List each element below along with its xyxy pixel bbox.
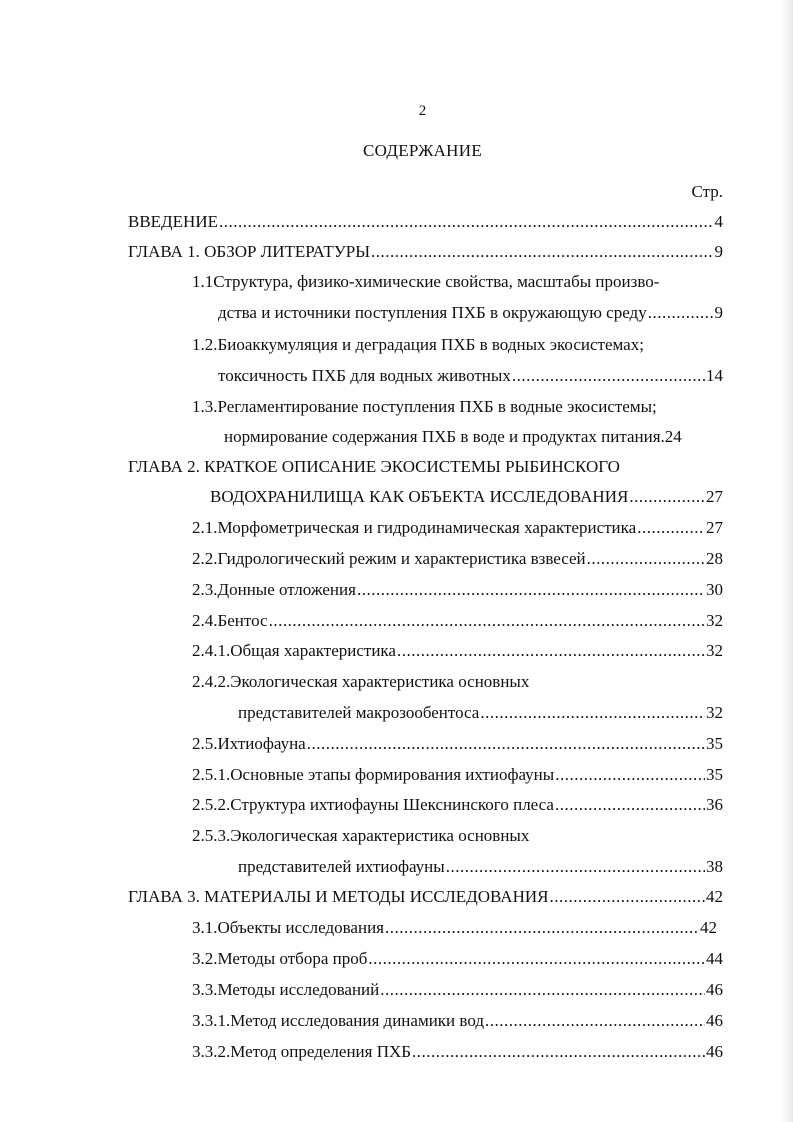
toc-entry-page: 46 bbox=[706, 1042, 723, 1061]
toc-entry bbox=[210, 486, 723, 508]
toc-entry-text: ВВЕДЕНИЕ bbox=[128, 212, 218, 231]
toc-leader-dots bbox=[587, 548, 705, 570]
toc-entry-page: 9 bbox=[714, 242, 723, 261]
toc-entry bbox=[192, 271, 723, 293]
toc-entry-text: 1.1Структура, физико-химические свойства, масштабы произво- bbox=[192, 272, 660, 291]
toc-entry-text: 3.2.Методы отбора проб bbox=[192, 949, 368, 968]
toc-entry-page: 42 bbox=[706, 887, 723, 906]
toc-entry-page: 35 bbox=[706, 765, 723, 784]
toc-entry-page: 38 bbox=[706, 857, 723, 876]
toc-entry bbox=[192, 948, 723, 970]
toc-entry-page: 30 bbox=[706, 580, 723, 599]
toc-entry-page: 32 bbox=[706, 703, 723, 722]
page-column-label: Стр. bbox=[691, 182, 723, 201]
toc-leader-dots bbox=[385, 917, 699, 939]
toc-entry-text: дства и источники поступления ПХБ в окружающую среду bbox=[218, 303, 647, 322]
toc-entry-page: 9 bbox=[714, 303, 723, 322]
toc-leader-dots bbox=[357, 579, 705, 601]
toc-entry bbox=[192, 1041, 723, 1063]
toc-entry-text: 2.5.2.Структура ихтиофауны Шекснинского плеса bbox=[192, 795, 554, 814]
toc-entry-page: 44 bbox=[706, 949, 723, 968]
toc-entry bbox=[192, 517, 723, 539]
toc-leader-dots bbox=[368, 948, 705, 970]
toc-entry bbox=[192, 334, 723, 356]
toc-entry-text: 1.2.Биоаккумуляция и деградация ПХБ в водных экосистемах; bbox=[192, 335, 644, 354]
toc-entry-page: 24 bbox=[664, 427, 682, 446]
toc-entry-text: представителей ихтиофауны bbox=[238, 857, 445, 876]
toc-entry-text: 1.3.Регламентирование поступления ПХБ в водные экосистемы; bbox=[192, 397, 657, 416]
toc-entry bbox=[218, 302, 723, 324]
toc-entry bbox=[192, 579, 723, 601]
toc-entry-text: нормирование содержания ПХБ в воде и продуктах питания. bbox=[224, 427, 665, 446]
toc-entry bbox=[238, 856, 723, 878]
toc-entry bbox=[192, 825, 723, 847]
toc-entry bbox=[192, 794, 723, 816]
toc-entry bbox=[128, 456, 723, 478]
page-number: 2 bbox=[418, 103, 427, 119]
toc-entry-page: 46 bbox=[706, 980, 723, 999]
toc-entry-text: представителей макрозообентоса bbox=[238, 703, 480, 722]
toc-entry-text: 3.3.Методы исследований bbox=[192, 980, 380, 999]
toc-leader-dots bbox=[555, 764, 705, 786]
toc-leader-dots bbox=[412, 1041, 705, 1063]
toc-entry-text: 2.3.Донные отложения bbox=[192, 580, 356, 599]
toc-entry-page: 32 bbox=[706, 641, 723, 660]
toc-entry-text: 2.4.2.Экологическая характеристика основных bbox=[192, 672, 530, 691]
toc-entry bbox=[192, 733, 723, 755]
toc-leader-dots bbox=[485, 1010, 705, 1032]
toc-entry-text: 3.3.2.Метод определения ПХБ bbox=[192, 1042, 412, 1061]
toc-entry bbox=[192, 1010, 723, 1032]
toc-entry bbox=[128, 241, 723, 263]
toc-entry-text: ГЛАВА 1. ОБЗОР ЛИТЕРАТУРЫ bbox=[128, 242, 371, 261]
toc-entry-text: 3.3.1.Метод исследования динамики вод bbox=[192, 1011, 484, 1030]
toc-entry-text: ГЛАВА 3. МАТЕРИАЛЫ И МЕТОДЫ ИССЛЕДОВАНИЯ bbox=[128, 887, 549, 906]
toc-entry-text: 2.5.1.Основные этапы формирования ихтиофауны bbox=[192, 765, 555, 784]
toc-leader-dots bbox=[637, 517, 705, 539]
toc-leader-dots bbox=[371, 241, 713, 263]
toc-entry-page: 36 bbox=[706, 795, 723, 814]
toc-entry-text: токсичность ПХБ для водных животных bbox=[218, 366, 511, 385]
toc-entry-page: 35 bbox=[706, 734, 723, 753]
toc-leader-dots bbox=[648, 302, 714, 324]
toc-entry bbox=[192, 640, 723, 662]
toc-leader-dots bbox=[512, 365, 705, 387]
toc-leader-dots bbox=[480, 702, 705, 724]
toc-leader-dots bbox=[446, 856, 705, 878]
toc-entry bbox=[192, 979, 723, 1001]
toc-entry-page: 27 bbox=[706, 487, 723, 506]
toc-entry-text: ГЛАВА 2. КРАТКОЕ ОПИСАНИЕ ЭКОСИСТЕМЫ РЫБИНСКОГО bbox=[128, 457, 620, 476]
page-title: СОДЕРЖАНИЕ bbox=[362, 141, 483, 160]
toc-entry-page: 32 bbox=[706, 611, 723, 630]
toc-entry-text: ВОДОХРАНИЛИЩА КАК ОБЪЕКТА ИССЛЕДОВАНИЯ bbox=[210, 487, 629, 506]
toc-entry-page: 42 bbox=[700, 918, 717, 937]
toc-entry-text: 2.1.Морфометрическая и гидродинамическая характеристика bbox=[192, 518, 637, 537]
toc-entry-text: 2.4.1.Общая характеристика bbox=[192, 641, 396, 660]
toc-leader-dots bbox=[380, 979, 705, 1001]
toc-entry bbox=[192, 610, 723, 632]
toc-entry-page: 4 bbox=[714, 212, 723, 231]
toc-entry bbox=[192, 764, 723, 786]
toc-entry bbox=[128, 886, 723, 908]
toc-entry bbox=[192, 917, 717, 939]
toc-entry-text: 3.1.Объекты исследования bbox=[192, 918, 384, 937]
toc-entry-text: 2.5.3.Экологическая характеристика основных bbox=[192, 826, 530, 845]
toc-leader-dots bbox=[219, 211, 714, 233]
toc-entry bbox=[218, 365, 723, 387]
toc-entry bbox=[224, 426, 723, 448]
toc-leader-dots bbox=[269, 610, 705, 632]
toc-entry-text: 2.2.Гидрологический режим и характеристика взвесей bbox=[192, 549, 586, 568]
toc-entry-text: 2.4.Бентос bbox=[192, 611, 268, 630]
toc-leader-dots bbox=[549, 886, 705, 908]
toc-entry-page: 46 bbox=[706, 1011, 723, 1030]
toc-leader-dots bbox=[555, 794, 705, 816]
toc-entry-page: 14 bbox=[706, 366, 723, 385]
toc-entry-page: 28 bbox=[706, 549, 723, 568]
toc-entry bbox=[128, 211, 723, 233]
toc-entry bbox=[192, 396, 723, 418]
toc-entry bbox=[192, 671, 723, 693]
toc-entry bbox=[238, 702, 723, 724]
toc-entry-text: 2.5.Ихтиофауна bbox=[192, 734, 306, 753]
toc-leader-dots bbox=[629, 486, 705, 508]
toc-leader-dots bbox=[397, 640, 705, 662]
toc-entry bbox=[192, 548, 723, 570]
scan-edge-shadow bbox=[781, 0, 793, 1122]
toc-entry-page: 27 bbox=[706, 518, 723, 537]
toc-leader-dots bbox=[307, 733, 705, 755]
